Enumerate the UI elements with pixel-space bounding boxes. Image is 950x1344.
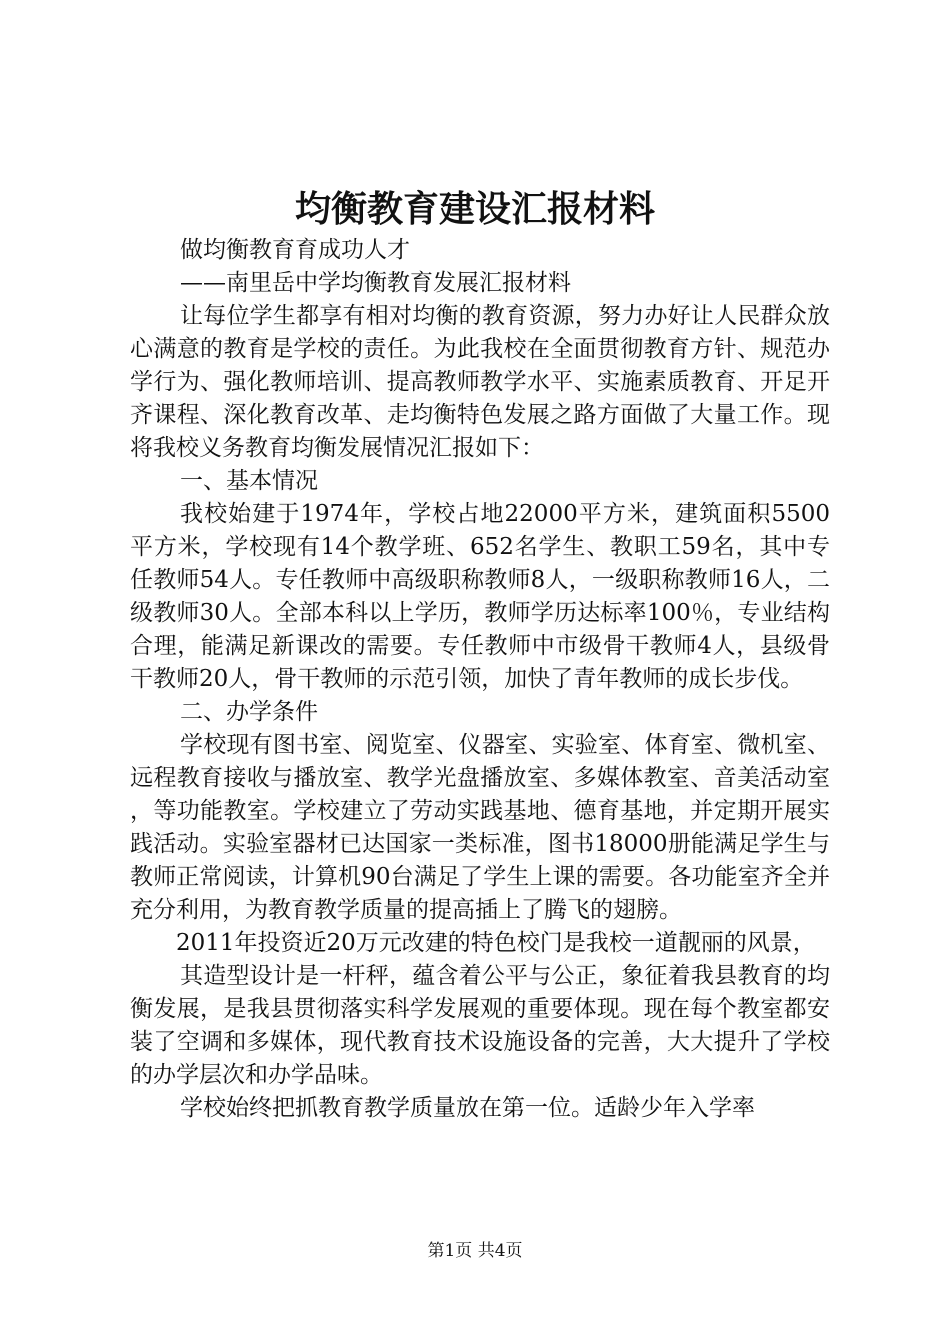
conditions-paragraph: 学校现有图书室、阅览室、仪器室、实验室、体育室、微机室、远程教育接收与播放室、教学光盘播放室、多媒体教室、音美活动室，等功能教室。学校建立了劳动实践基地、德育基地，并定期开展实践活动。实验室器材已达国家一类标准，图书18000册能满足学生与教师正常阅读，计算机90台满足了学生上课的需要。各功能室齐全并充分利用，为教育教学质量的提高插上了腾飞的翅膀。 [130, 732, 830, 923]
basic-info-paragraph: 我校始建于1974年，学校占地22000平方米，建筑面积5500平方米，学校现有14个教学班、652名学生、教职工59名，其中专任教师54人。专任教师中高级职称教师8人，一级职称教师16人，二级教师30人。全部本科以上学历，教师学历达标率100％，专业结构合理，能满足新课改的需要。专任教师中市级骨干教师4人，县级骨干教师20人，骨干教师的示范引领，加快了青年教师的成长步伐。 [130, 501, 830, 692]
quality-paragraph: 学校始终把抓教育教学质量放在第一位。适龄少年入学率 [180, 1095, 755, 1121]
section-heading-conditions: 二、办学条件 [180, 699, 318, 725]
intro-paragraph: 让每位学生都享有相对均衡的教育资源，努力办好让人民群众放心满意的教育是学校的责任。为此我校在全面贯彻教育方针、规范办学行为、强化教师培训、提高教师教学水平、实施素质教育、开足开齐课程、深化教育改革、走均衡特色发展之路方面做了大量工作。现将我校义务教育均衡发展情况汇报如下： [130, 303, 830, 461]
page-number-footer: 第1页 共4页 [427, 1241, 523, 1261]
school-gate-paragraph: 2011年投资近20万元改建的特色校门是我校一道靓丽的风景， [176, 930, 816, 956]
subtitle-line: 做均衡教育育成功人才 [180, 237, 410, 263]
gate-design-paragraph: 其造型设计是一杆秤，蕴含着公平与公正，象征着我县教育的均衡发展，是我县贯彻落实科学发展观的重要体现。现在每个教室都安装了空调和多媒体，现代教育技术设施设备的完善，大大提升了学校的办学层次和办学品味。 [130, 963, 830, 1088]
section-heading-basic: 一、基本情况 [180, 468, 318, 494]
document-body [130, 234, 830, 1125]
subtitle-source: ——南里岳中学均衡教育发展汇报材料 [180, 270, 571, 296]
document-title: 均衡教育建设汇报材料 [294, 189, 655, 230]
